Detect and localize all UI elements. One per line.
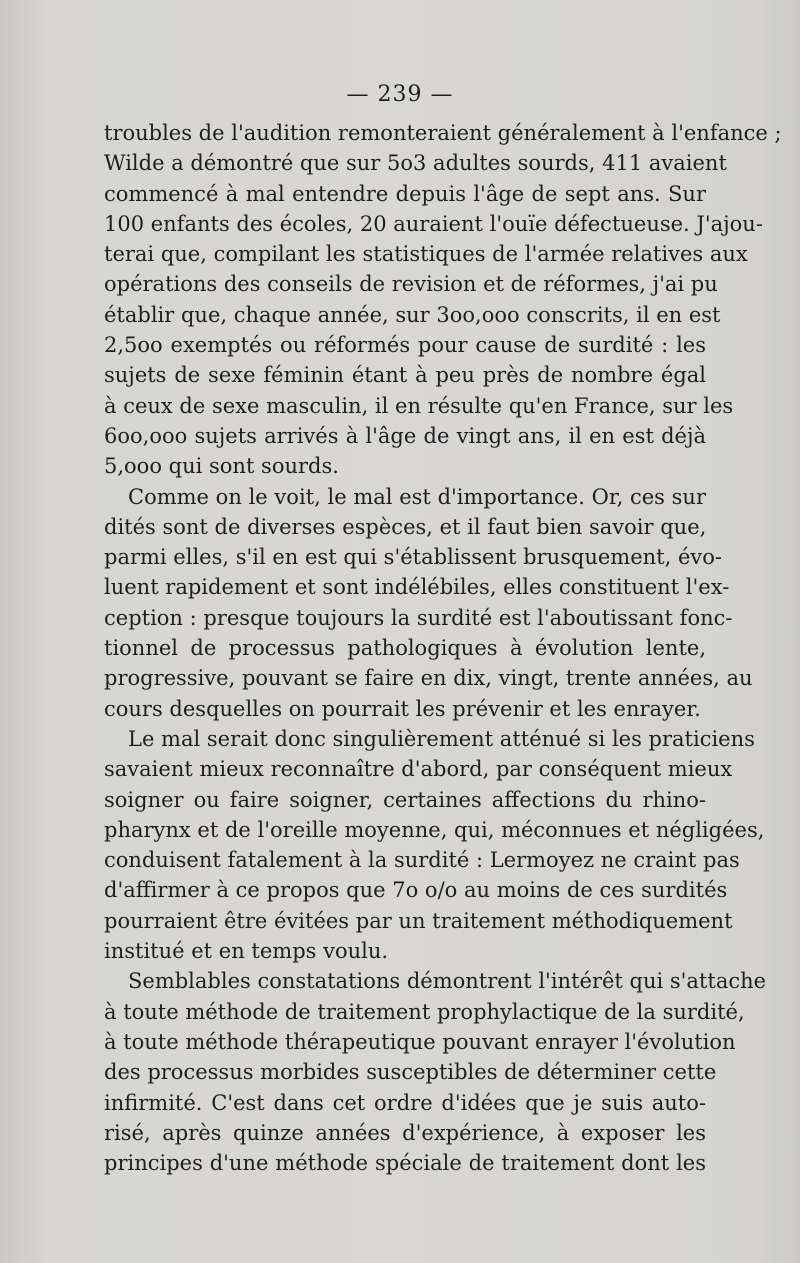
text-line: luent rapidement et sont indélébiles, elles constituent l'ex-	[104, 575, 730, 600]
body-text	[104, 118, 782, 1178]
text-line: 100 enfants des écoles, 20 auraient l'ouïe défectueuse. J'ajou-	[104, 211, 763, 236]
text-line: Comme on le voit, le mal est d'importance. Or, ces sur	[128, 484, 706, 509]
text-line: principes d'une méthode spéciale de traitement dont les	[104, 1151, 706, 1176]
text-line: d'affirmer à ce propos que 7o o/o au moins de ces surdités	[104, 878, 728, 903]
text-line: à ceux de sexe masculin, il en résulte qu'en France, sur les	[104, 393, 734, 418]
text-line: terai que, compilant les statistiques de l'armée relatives aux	[104, 242, 748, 267]
text-line: Semblables constatations démontrent l'intérêt qui s'attache	[128, 969, 767, 994]
text-line: commencé à mal entendre depuis l'âge de sept ans. Sur	[104, 181, 706, 206]
text-line: dités sont de diverses espèces, et il faut bien savoir que,	[104, 514, 707, 539]
text-line: soigner ou faire soigner, certaines affections du rhino-	[104, 787, 706, 812]
text-line: Wilde a démontré que sur 5o3 adultes sourds, 411 avaient	[104, 151, 727, 176]
page-number: — 239 —	[346, 82, 454, 107]
text-line: infirmité. C'est dans cet ordre d'idées que je suis auto-	[104, 1090, 706, 1115]
text-line: des processus morbides susceptibles de déterminer cette	[104, 1060, 717, 1085]
text-line: à toute méthode thérapeutique pouvant enrayer l'évolution	[104, 1029, 736, 1054]
text-line: cours desquelles on pourrait les prévenir et les enrayer.	[104, 696, 701, 721]
text-line: savaient mieux reconnaître d'abord, par conséquent mieux	[104, 757, 733, 782]
text-line: pharynx et de l'oreille moyenne, qui, méconnues et négligées,	[104, 817, 765, 842]
text-line: tionnel de processus pathologiques à évolution lente,	[104, 636, 706, 661]
text-line: parmi elles, s'il en est qui s'établissent brusquement, évo-	[104, 545, 722, 570]
text-line: conduisent fatalement à la surdité : Lermoyez ne craint pas	[104, 848, 740, 873]
text-line: pourraient être évitées par un traitement méthodiquement	[104, 908, 733, 933]
text-line: risé, après quinze années d'expérience, à exposer les	[104, 1120, 706, 1145]
text-line: à toute méthode de traitement prophylactique de la surdité,	[104, 999, 745, 1024]
text-line: sujets de sexe féminin étant à peu près de nombre égal	[104, 363, 706, 388]
text-line: 6oo,ooo sujets arrivés à l'âge de vingt ans, il en est déjà	[104, 423, 706, 448]
text-line: établir que, chaque année, sur 3oo,ooo conscrits, il en est	[104, 302, 721, 327]
text-line: 2,5oo exemptés ou réformés pour cause de surdité : les	[104, 333, 706, 358]
text-line: troubles de l'audition remonteraient généralement à l'enfance ;	[104, 121, 782, 145]
text-line: ception : presque toujours la surdité est l'aboutissant fonc-	[104, 605, 733, 630]
text-line: opérations des conseils de revision et de réformes, j'ai pu	[104, 272, 718, 297]
text-line: Le mal serait donc singulièrement atténué si les praticiens	[128, 726, 755, 751]
text-line: 5,ooo qui sont sourds.	[104, 454, 339, 479]
text-line: progressive, pouvant se faire en dix, vingt, trente années, au	[104, 666, 753, 691]
text-line: institué et en temps voulu.	[104, 939, 389, 964]
